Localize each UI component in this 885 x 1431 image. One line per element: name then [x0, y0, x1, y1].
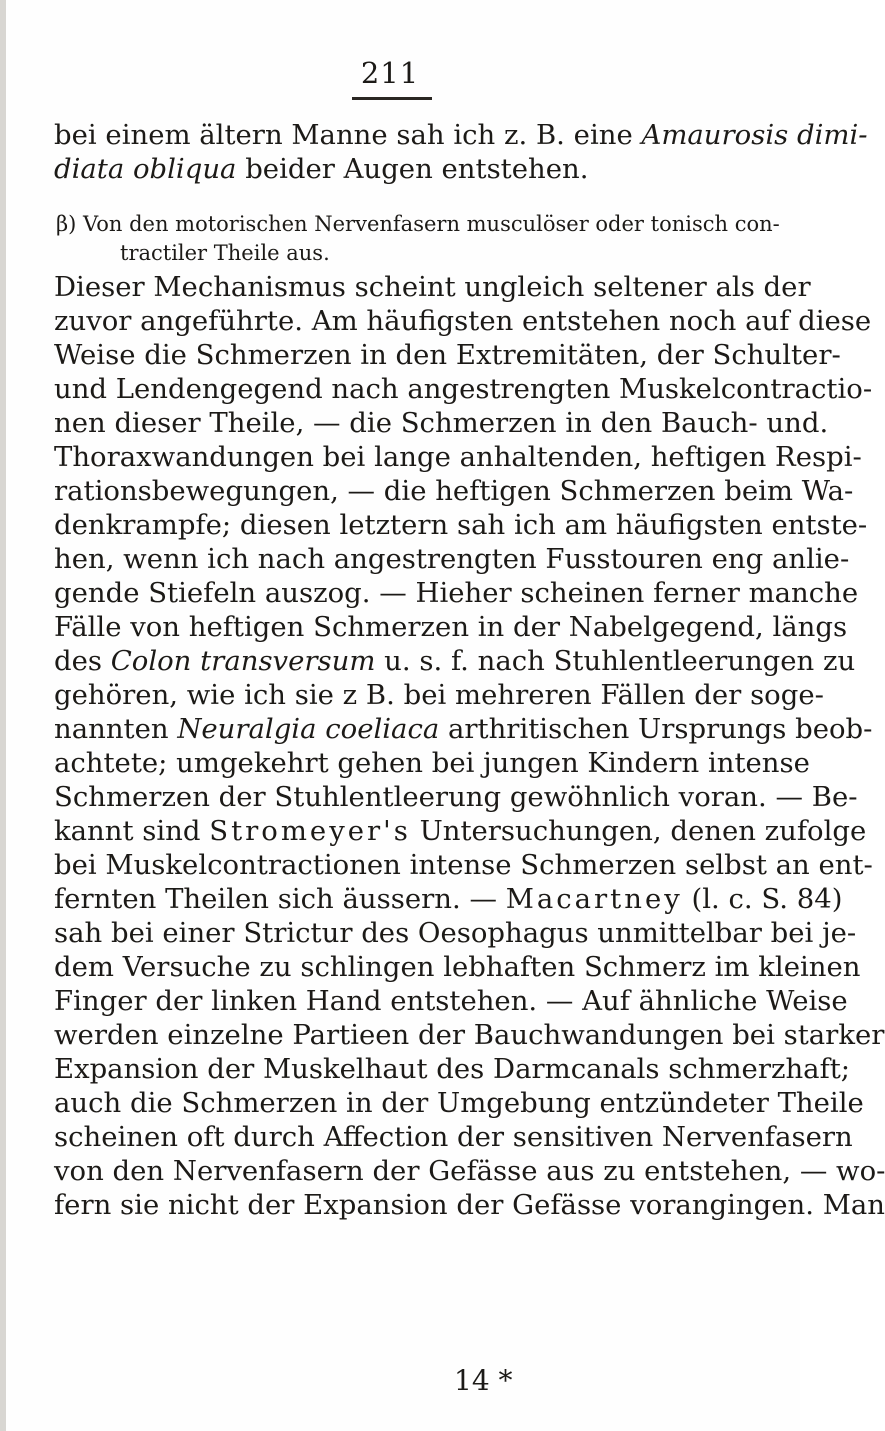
text-line: fern sie nicht der Expansion der Gefässe vorangingen. Man: [54, 1189, 885, 1221]
text-line: denkrampfe; diesen letztern sah ich am häufigsten entste-: [54, 509, 868, 541]
text-line: hen, wenn ich nach angestrengten Fusstouren eng anlie-: [54, 543, 850, 575]
text-line: rationsbewegungen, — die heftigen Schmerzen beim Wa-: [54, 475, 854, 507]
text-line: fernten Theilen sich äussern. — Macartney (l. c. S. 84): [54, 883, 843, 915]
text-line: und Lendengegend nach angestrengten Muskelcontractio-: [54, 373, 873, 405]
text-line: von den Nervenfasern der Gefässe aus zu entstehen, — wo-: [54, 1155, 885, 1187]
text-line: nen dieser Theile, — die Schmerzen in den Bauch- und.: [54, 407, 829, 439]
text-line: Fälle von heftigen Schmerzen in der Nabelgegend, längs: [54, 611, 848, 643]
subsection-heading: [56, 210, 780, 268]
body-paragraph: [54, 270, 885, 1222]
author-name: Stromeyer's: [209, 815, 411, 847]
subsection-line: tractiler Theile aus.: [120, 241, 330, 265]
header-rule: [352, 97, 432, 100]
text-line: scheinen oft durch Affection der sensitiven Nervenfasern: [54, 1121, 853, 1153]
text-line: werden einzelne Partieen der Bauchwandungen bei starker: [54, 1019, 885, 1051]
intro-paragraph: [54, 118, 868, 186]
text-line: bei Muskelcontractionen intense Schmerzen selbst an ent-: [54, 849, 873, 881]
text-line: Expansion der Muskelhaut des Darmcanals schmerzhaft;: [54, 1053, 851, 1085]
text-line: des Colon transversum u. s. f. nach Stuhlentleerungen zu: [54, 645, 856, 677]
text-line: Weise die Schmerzen in den Extremitäten, der Schulter-: [54, 339, 841, 371]
text-line: zuvor angeführte. Am häufigsten entstehen noch auf diese: [54, 305, 872, 337]
text-line: gehören, wie ich sie z B. bei mehreren Fällen der soge-: [54, 679, 824, 711]
text-line: dem Versuche zu schlingen lebhaften Schmerz im kleinen: [54, 951, 861, 983]
page-edge-shadow: [0, 0, 6, 1431]
text-line: kannt sind Stromeyer's Untersuchungen, denen zufolge: [54, 815, 867, 847]
text-line: auch die Schmerzen in der Umgebung entzündeter Theile: [54, 1087, 864, 1119]
text-line: gende Stiefeln auszog. — Hieher scheinen ferner manche: [54, 577, 859, 609]
text-line: Schmerzen der Stuhlentleerung gewöhnlich voran. — Be-: [54, 781, 858, 813]
text-line: Dieser Mechanismus scheint ungleich seltener als der: [54, 271, 811, 303]
text-line: Finger der linken Hand entstehen. — Auf ähnliche Weise: [54, 985, 848, 1017]
signature-mark: 14 *: [454, 1364, 513, 1397]
text-line: achtete; umgekehrt gehen bei jungen Kindern intense: [54, 747, 810, 779]
text-line: diata obliqua beider Augen entstehen.: [54, 153, 589, 185]
page-number: 211: [360, 56, 420, 90]
subsection-line: β) Von den motorischen Nervenfasern musculöser oder tonisch con-: [56, 212, 780, 236]
text-line: sah bei einer Strictur des Oesophagus unmittelbar bei je-: [54, 917, 857, 949]
text-line: nannten Neuralgia coeliaca arthritischen Ursprungs beob-: [54, 713, 873, 745]
text-line: bei einem ältern Manne sah ich z. B. eine Amaurosis dimi-: [54, 119, 868, 151]
text-line: Thoraxwandungen bei lange anhaltenden, heftigen Respi-: [54, 441, 862, 473]
author-name: Macartney: [505, 883, 683, 915]
